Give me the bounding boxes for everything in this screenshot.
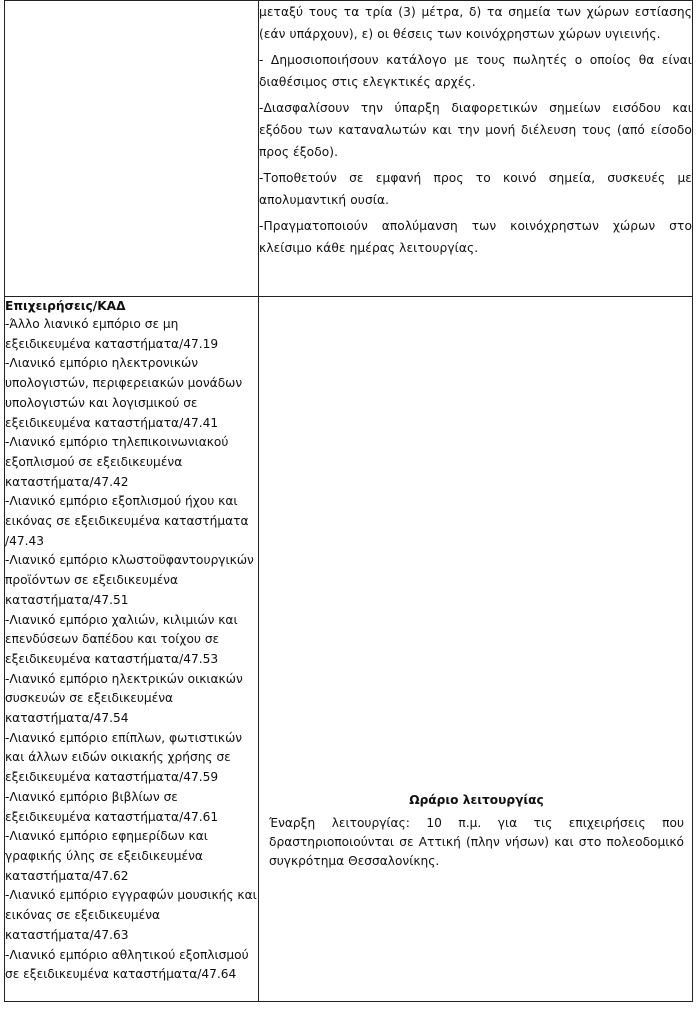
businesses-title: Επιχειρήσεις/ΚΑΔ <box>5 299 126 313</box>
measures-cell <box>259 1 693 297</box>
measures-paragraph: μεταξύ τους τα τρία (3) μέτρα, δ) τα σημεία των χώρων εστίασης (εάν υπάρχουν), ε) οι θέσεις των κοινόχρηστων χώρων υγιεινής. <box>259 5 692 41</box>
hours-block <box>259 790 692 871</box>
measures-paragraph: - Δημοσιοποιήσουν κατάλογο με τους πωλητές ο οποίος θα είναι διαθέσιμος στις ελεγκτικές αρχές. <box>259 53 692 89</box>
business-item: -Λιανικό εμπόριο εγγραφών μουσικής και εικόνας σε εξειδικευμένα καταστήματα/47.63 <box>5 888 257 942</box>
business-item: -Λιανικό εμπόριο εξοπλισμού ήχου και εικόνας σε εξειδικευμένα καταστήματα /47.43 <box>5 494 249 548</box>
business-item: -Άλλο λιανικό εμπόριο σε μη εξειδικευμένα καταστήματα/47.19 <box>5 317 219 351</box>
empty-cell <box>5 1 259 297</box>
table-row <box>5 1 693 297</box>
hours-title: Ωράριο λειτουργίας <box>409 793 544 807</box>
business-item: -Λιανικό εμπόριο επίπλων, φωτιστικών και άλλων ειδών οικιακής χρήσης σε εξειδικευμένα καταστήματα/47.59 <box>5 730 243 785</box>
business-item: -Λιανικό εμπόριο ηλεκτρονικών υπολογιστών, περιφερειακών μονάδων υπολογιστών και λογισμικού σε εξειδικευμένα καταστήματα/47.41 <box>5 356 243 430</box>
measures-paragraph: -Τοποθετούν σε εμφανή προς το κοινό σημεία, συσκευές με απολυμαντική ουσία. <box>259 171 692 207</box>
measures-paragraph: -Διασφαλίσουν την ύπαρξη διαφορετικών σημείων εισόδου και εξόδου των καταναλωτών και την μονή διέλευση τους (από είσοδο προς έξοδο). <box>259 101 692 159</box>
business-item: -Λιανικό εμπόριο αθλητικού εξοπλισμού σε εξειδικευμένα καταστήματα/47.64 <box>5 947 249 982</box>
business-item: -Λιανικό εμπόριο χαλιών, κιλιμιών και επενδύσεων δαπέδου και τοίχου σε εξειδικευμένα καταστήματα/47.53 <box>5 612 238 666</box>
business-item: -Λιανικό εμπόριο βιβλίων σε εξειδικευμένα καταστήματα/47.61 <box>5 789 219 824</box>
hours-cell <box>259 297 693 1002</box>
table-row <box>5 297 693 1002</box>
hours-text: Έναρξη λειτουργίας: 10 π.μ. για τις επιχειρήσεις που δραστηριοποιούνται σε Αττική (πλην νήσων) και στο πολεοδομικό συγκρότημα Θεσσαλονίκης. <box>269 816 684 868</box>
business-item: -Λιανικό εμπόριο τηλεπικοινωνιακού εξοπλισμού σε εξειδικευμένα καταστήματα/47.42 <box>5 435 229 489</box>
businesses-cell <box>5 297 259 1002</box>
business-item: -Λιανικό εμπόριο κλωστοϋφαντουργικών προϊόντων σε εξειδικευμένα καταστήματα/47.51 <box>5 553 254 607</box>
business-item: -Λιανικό εμπόριο ηλεκτρικών οικιακών συσκευών σε εξειδικευμένα καταστήματα/47.54 <box>5 671 243 726</box>
business-item: -Λιανικό εμπόριο εφημερίδων και γραφικής ύλης σε εξειδικευμένα καταστήματα/47.62 <box>5 829 208 883</box>
measures-table <box>4 0 693 1002</box>
measures-paragraph: -Πραγματοποιούν απολύμανση των κοινόχρηστων χώρων στο κλείσιμο κάθε ημέρας λειτουργίας. <box>259 219 692 255</box>
